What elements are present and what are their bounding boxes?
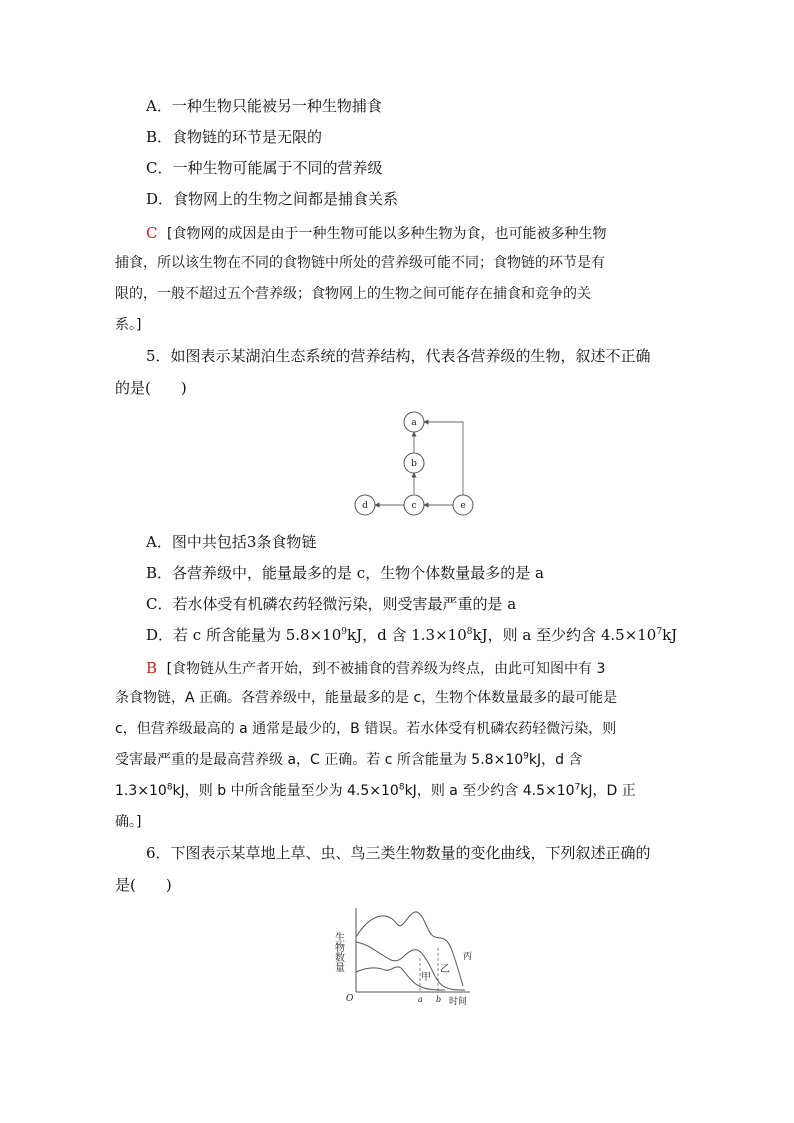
- y-axis-label: 生物数量: [332, 932, 344, 972]
- q5-stem-line2: 的是( ): [115, 379, 187, 397]
- tick-b-label: b: [436, 995, 442, 1004]
- node-a-label: a: [411, 418, 417, 428]
- node-b-label: b: [411, 459, 417, 469]
- q5-explanation-line6: 确。]: [115, 814, 142, 830]
- q4-option-c: C．一种生物可能属于不同的营养级: [146, 159, 383, 177]
- q5-answer: B: [146, 659, 158, 677]
- q6-stem-line1: 6．下图表示某草地上草、虫、鸟三类生物数量的变化曲线，下列叙述正确的: [146, 844, 651, 862]
- q5-option-a: A．图中共包括3条食物链: [146, 533, 317, 551]
- q5-option-d: D．若 c 所含能量为 $5.8\times 10^9kJ$，d 含 $1.3\times 10^8kJ$，则 a 至少约含 $4.5\times 10^7kJ$: [146, 626, 678, 644]
- q5-explanation-line4: 受害最严重的是最高营养级 a，C 正确。若 c 所含能量为 $5.8\times 10^9kJ$，d 含: [115, 751, 583, 768]
- q5-explanation-line1: B [食物链从生产者开始，到不被捕食的营养级为终点，由此可知图中有 3: [146, 659, 606, 677]
- food-web-diagram: [345, 405, 480, 520]
- curve-label-jia: 甲: [421, 972, 431, 983]
- q4-explanation-line4: 系。]: [115, 317, 142, 333]
- x-axis-label: 时间: [449, 997, 468, 1007]
- q5-explanation-line5: $1.3\times 10^8kJ$，则 b 中所含能量至少为 $4.5\times 10^8kJ$，则 a 至少约含 $4.5\times 10^7kJ$，D 正: [115, 782, 636, 799]
- curve-label-yi: 乙: [440, 964, 450, 975]
- origin-label: O: [346, 994, 354, 1004]
- q4-explanation-line1: C [食物网的成因是由于一种生物可能以多种生物为食，也可能被多种生物: [146, 224, 607, 242]
- q4-explanation-line3: 限的，一般不超过五个营养级；食物网上的生物之间可能存在捕食和竞争的关: [115, 286, 591, 302]
- q4-answer: C: [146, 224, 158, 242]
- q5-option-c: C．若水体受有机磷农药轻微污染，则受害最严重的是 a: [146, 595, 517, 613]
- q5-option-b: B．各营养级中，能量最多的是 c，生物个体数量最多的是 a: [146, 564, 544, 582]
- q5-explanation-line3: c，但营养级最高的 a 通常是最少的，B 错误。若水体受有机磷农药轻微污染，则: [115, 721, 617, 737]
- q6-stem-line2: 是( ): [115, 876, 172, 894]
- population-curve-chart: [332, 902, 495, 1010]
- q4-option-d: D．食物网上的生物之间都是捕食关系: [146, 190, 399, 208]
- q4-option-b: B．食物链的环节是无限的: [146, 128, 323, 146]
- curve-label-bing: 丙: [463, 952, 473, 962]
- q5-stem-line1: 5．如图表示某湖泊生态系统的营养结构，代表各营养级的生物，叙述不正确: [146, 347, 651, 365]
- tick-a-label: a: [418, 995, 423, 1004]
- node-d-label: d: [362, 501, 368, 511]
- node-e-label: e: [460, 501, 466, 511]
- q4-explanation-line2: 捕食，所以该生物在不同的食物链中所处的营养级可能不同；食物链的环节是有: [115, 255, 605, 271]
- q5-explanation-line2: 条食物链，A 正确。各营养级中，能量最多的是 c，生物个体数量最多的最可能是: [115, 690, 618, 706]
- q4-option-a: A．一种生物只能被另一种生物捕食: [146, 97, 382, 115]
- node-c-label: c: [411, 501, 417, 511]
